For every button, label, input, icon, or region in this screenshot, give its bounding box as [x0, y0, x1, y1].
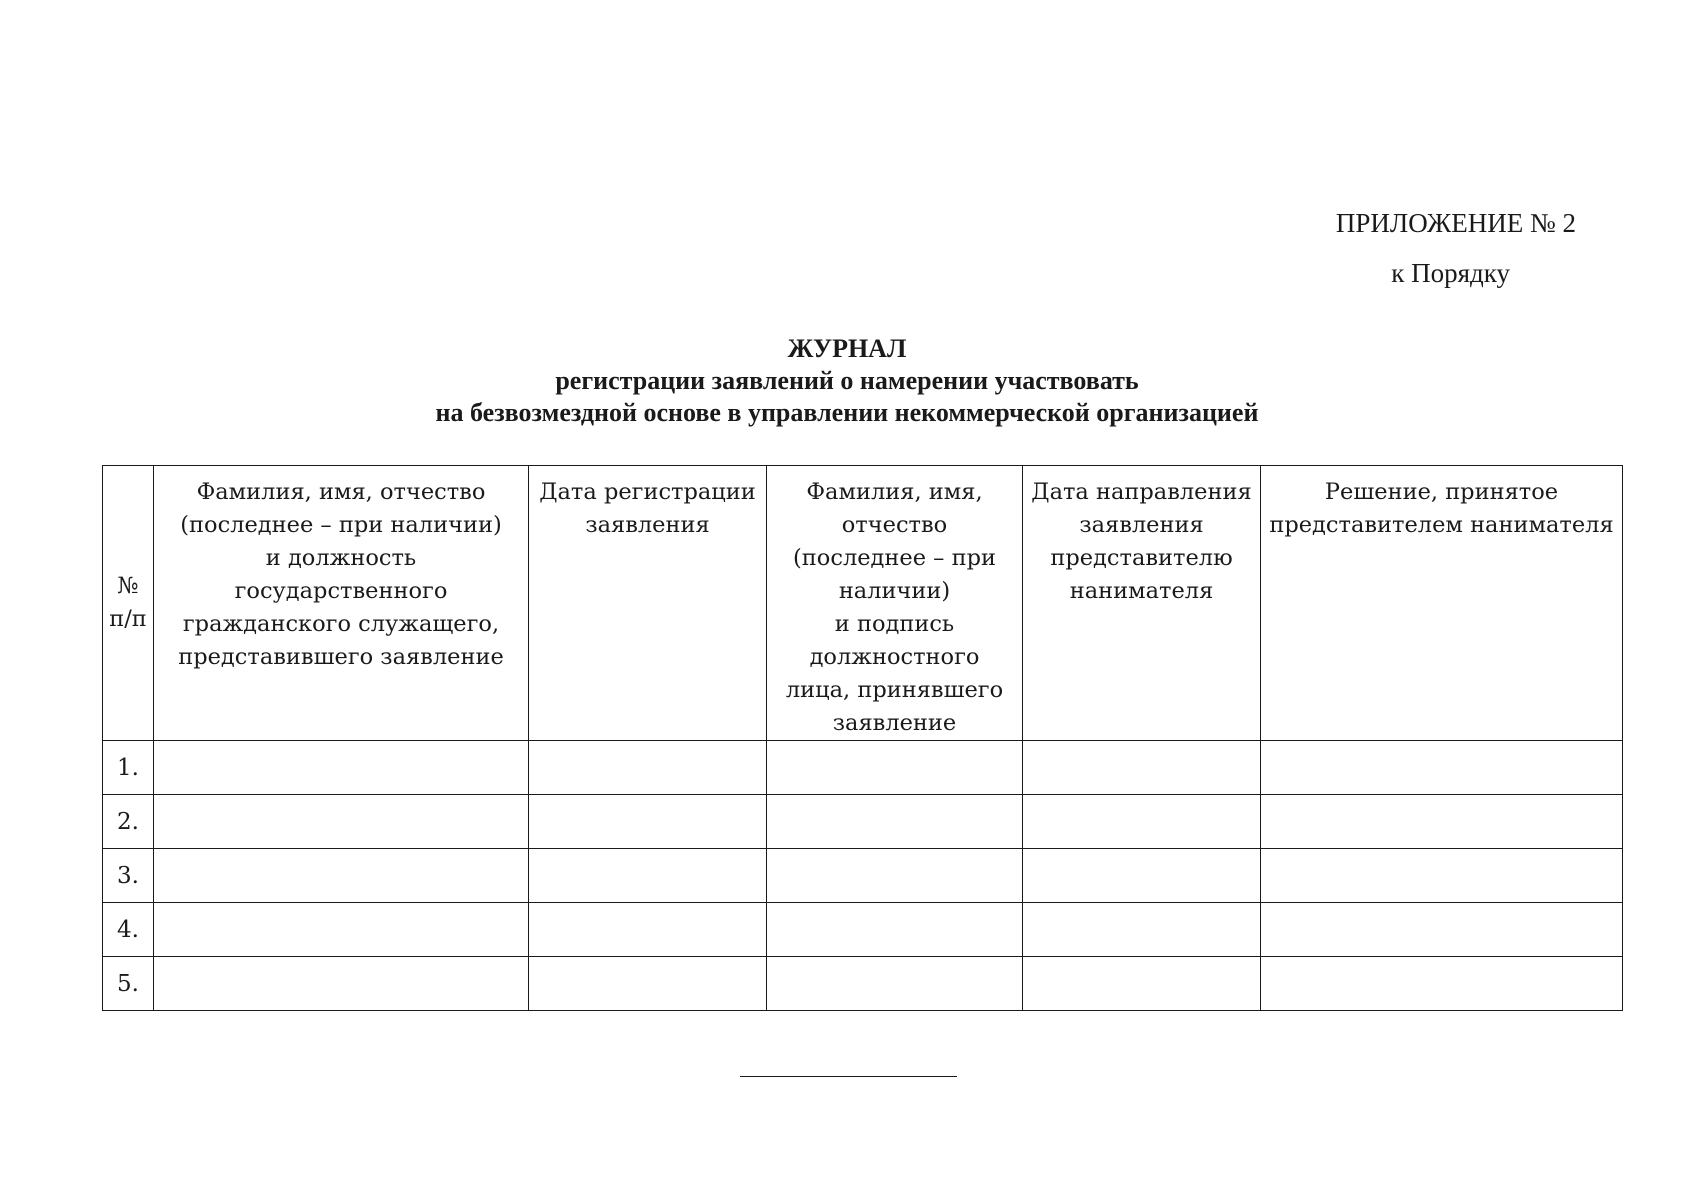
document-title: [0, 333, 1694, 429]
table-cell: [1261, 849, 1623, 903]
table-cell: [1023, 957, 1261, 1011]
row-number: 5.: [103, 957, 154, 1011]
title-line-1: ЖУРНАЛ: [787, 334, 907, 363]
table-cell: [767, 957, 1023, 1011]
table-row: [103, 957, 1623, 1011]
table-cell: [154, 903, 529, 957]
appendix-number: ПРИЛОЖЕНИЕ № 2: [1335, 208, 1576, 238]
table-cell: [767, 849, 1023, 903]
table-cell: [529, 741, 767, 795]
title-line-3: на безвозмездной основе в управлении некоммерческой организацией: [435, 398, 1259, 427]
header-registration-date: Дата регистрации заявления: [529, 466, 767, 741]
closing-rule-divider: [740, 1076, 957, 1077]
table-cell: [529, 849, 767, 903]
title-line-2: регистрации заявлений о намерении участвовать: [555, 366, 1139, 395]
header-number: № п/п: [103, 466, 154, 741]
registration-journal-table: [102, 465, 1623, 1011]
table-cell: [1261, 903, 1623, 957]
table-row: [103, 849, 1623, 903]
appendix-reference: к Порядку: [1391, 258, 1510, 288]
table-cell: [529, 795, 767, 849]
table-cell: [1261, 957, 1623, 1011]
table-cell: [1261, 741, 1623, 795]
row-number: 3.: [103, 849, 154, 903]
table-cell: [529, 903, 767, 957]
row-number: 4.: [103, 903, 154, 957]
table-cell: [1023, 903, 1261, 957]
table-cell: [154, 795, 529, 849]
table-cell: [767, 795, 1023, 849]
table-cell: [767, 903, 1023, 957]
table-row: [103, 903, 1623, 957]
row-number: 1.: [103, 741, 154, 795]
table-cell: [154, 849, 529, 903]
table-cell: [154, 957, 529, 1011]
header-employer-decision: Решение, принятое представителем нанимателя: [1261, 466, 1623, 741]
table-cell: [529, 957, 767, 1011]
table-cell: [1023, 795, 1261, 849]
table-cell: [154, 741, 529, 795]
table-cell: [1023, 849, 1261, 903]
table-cell: [1023, 741, 1261, 795]
table-header-row: [103, 466, 1623, 741]
table-cell: [1261, 795, 1623, 849]
table-row: [103, 741, 1623, 795]
header-employee-name-position: Фамилия, имя, отчество (последнее – при наличии) и должность государственного гражданского служащего, представившего заявление: [154, 466, 529, 741]
header-official-name-signature: Фамилия, имя, отчество (последнее – при наличии) и подпись должностного лица, принявшего заявление: [767, 466, 1023, 741]
row-number: 2.: [103, 795, 154, 849]
table-row: [103, 795, 1623, 849]
table-cell: [767, 741, 1023, 795]
header-sending-date: Дата направления заявления представителю нанимателя: [1023, 466, 1261, 741]
